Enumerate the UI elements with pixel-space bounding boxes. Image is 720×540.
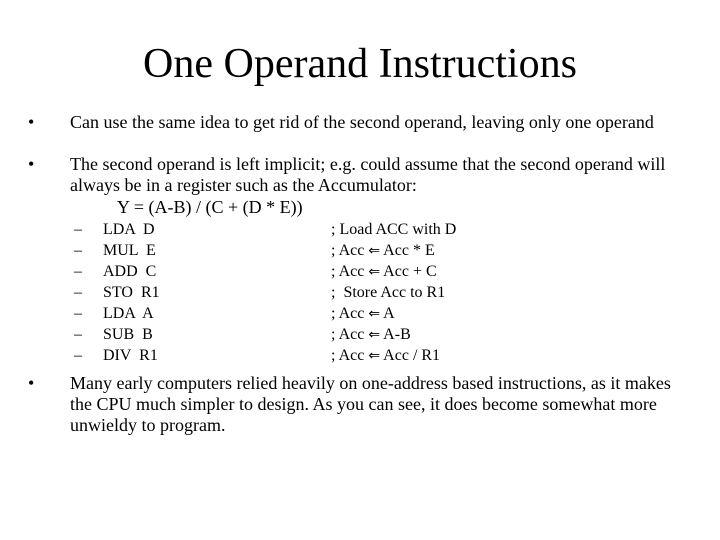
instruction-comment [331,303,395,325]
left-arrow-icon: ⇐ [368,243,381,259]
instruction-row [74,240,554,261]
comment-prefix: ; Acc [331,242,369,259]
bullet-marker: • [28,112,35,132]
instruction-code: LDA D [103,221,155,238]
instruction-comment [331,261,437,283]
bullet-marker: • [28,373,35,393]
dash-marker: – [74,347,82,364]
instruction-row [74,219,554,240]
comment-prefix: ; Acc [331,263,369,280]
bullet-item [28,154,688,196]
dash-marker: – [74,221,82,238]
instruction-row [74,324,554,345]
bullet-text: Many early computers relied heavily on one-address based instructions, as it makes the CPU much simpler to design. As you can see, it does become somewhat more unwieldy to program. [70,373,671,435]
comment-suffix: Acc + C [380,263,437,280]
instruction-code: SUB B [103,326,153,343]
comment-suffix: Acc / R1 [380,347,441,364]
instruction-row [74,303,554,324]
bullet-item [28,373,688,436]
instruction-comment: ; Load ACC with D [331,221,457,238]
dash-marker: – [74,305,82,322]
left-arrow-icon: ⇐ [368,264,381,280]
instruction-comment [331,240,435,262]
left-arrow-icon: ⇐ [368,327,381,343]
instruction-code: DIV R1 [103,347,158,364]
dash-marker: – [74,263,82,280]
slide-title: One Operand Instructions [143,41,577,87]
instruction-code: LDA A [103,305,154,322]
bullet-text: The second operand is left implicit; e.g. could assume that the second operand will always be in a register such as the Accumulator: [70,154,666,195]
instruction-comment [331,345,440,367]
dash-marker: – [74,284,82,301]
comment-suffix: A-B [380,326,411,343]
left-arrow-icon: ⇐ [368,348,381,364]
instruction-code: ADD C [103,263,157,280]
instruction-comment: ; Store Acc to R1 [331,284,446,301]
comment-suffix: Acc * E [380,242,435,259]
instruction-row [74,261,554,282]
comment-prefix: ; Acc [331,305,369,322]
left-arrow-icon: ⇐ [368,306,381,322]
comment-prefix: ; Acc [331,326,369,343]
bullet-item [28,112,688,133]
formula: Y = (A-B) / (C + (D * E)) [117,197,303,217]
dash-marker: – [74,326,82,343]
bullet-text: Can use the same idea to get rid of the second operand, leaving only one operand [70,112,654,132]
comment-suffix: A [380,305,395,322]
dash-marker: – [74,242,82,259]
instruction-code: STO R1 [103,284,160,301]
instruction-code: MUL E [103,242,156,259]
instruction-comment [331,324,411,346]
comment-prefix: ; Acc [331,347,369,364]
instruction-row [74,282,554,303]
bullet-marker: • [28,154,35,174]
instruction-row [74,345,554,366]
